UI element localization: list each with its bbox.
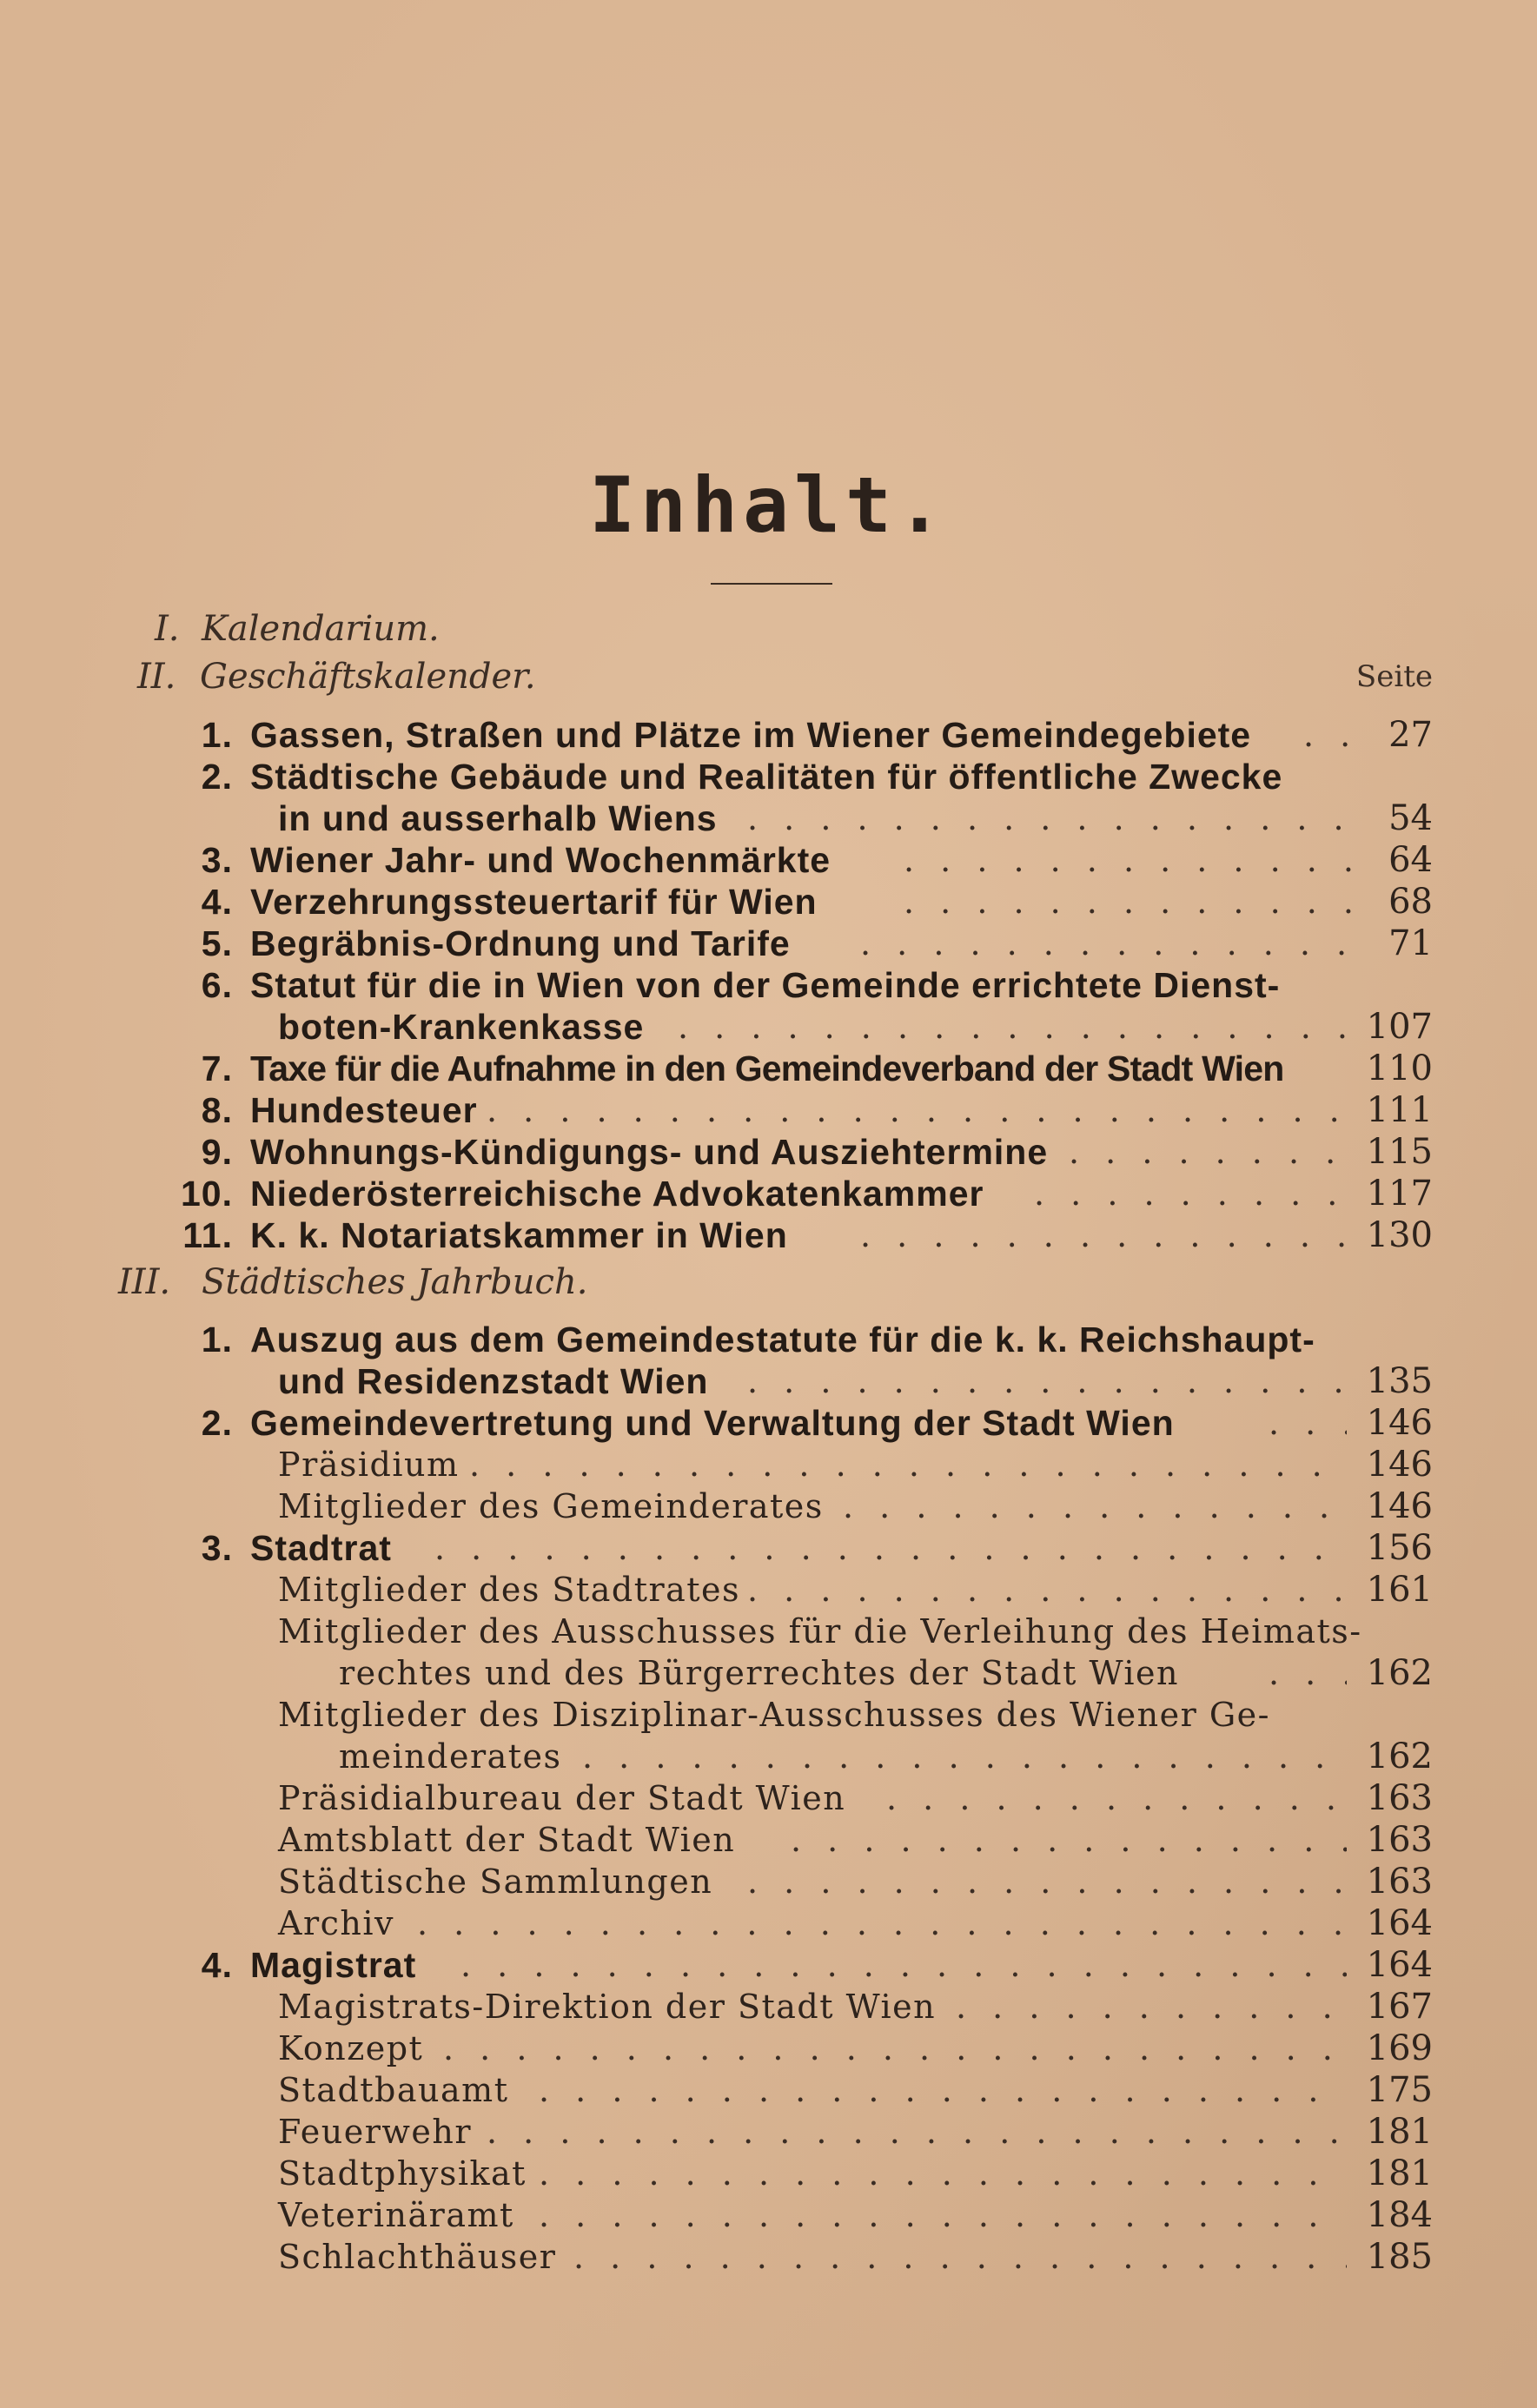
- leader-dots: [434, 1527, 1347, 1569]
- entry-page: 107: [1366, 1007, 1433, 1047]
- toc-subentry: [0, 2194, 1537, 2236]
- entry-title: Mitglieder des Ausschusses für die Verleihung des Heimats-: [278, 1612, 1362, 1651]
- entry-title: Niederösterreichische Advokatenkammer: [250, 1174, 984, 1214]
- entry-page: 135: [1366, 1361, 1433, 1401]
- leader-dots: [487, 1089, 1347, 1131]
- entry-page: 184: [1366, 2195, 1433, 2235]
- entry-page: 161: [1366, 1570, 1433, 1610]
- entry-title: Präsidium: [278, 1445, 460, 1484]
- leader-dots: [417, 1902, 1347, 1944]
- leader-dots: [886, 1777, 1347, 1819]
- entry-title: Hundesteuer: [250, 1090, 478, 1130]
- section-numeral: I.: [155, 609, 180, 649]
- toc-subentry: [0, 1569, 1537, 1611]
- toc-subentry: [0, 2236, 1537, 2278]
- leader-dots: [1069, 1131, 1347, 1173]
- entry-title: Wiener Jahr- und Wochenmärkte: [250, 840, 831, 880]
- entry-title: Mitglieder des Disziplinar-Ausschusses des Wiener Ge-: [278, 1696, 1270, 1734]
- section-title: Städtisches Jahrbuch.: [202, 1262, 588, 1302]
- entry-number: 4.: [201, 1945, 233, 1985]
- leader-dots: [469, 1444, 1347, 1485]
- toc-entry: [0, 881, 1537, 923]
- section-numeral: III.: [118, 1262, 171, 1302]
- entry-title: in und ausserhalb Wiens: [278, 798, 718, 838]
- entry-title: Schlachthäuser: [278, 2238, 557, 2276]
- leader-dots: [539, 2194, 1347, 2236]
- leader-dots: [860, 923, 1355, 964]
- toc-subentry: [0, 1444, 1537, 1485]
- entry-title: Magistrat: [250, 1945, 417, 1985]
- toc-subentry: [0, 1902, 1537, 1944]
- page-column-label: Seite: [1355, 659, 1433, 694]
- entry-title: Gemeindevertretung und Verwaltung der Stadt Wien: [250, 1403, 1175, 1443]
- entry-number: 11.: [182, 1215, 233, 1255]
- entry-page: 185: [1366, 2237, 1433, 2277]
- leader-dots: [678, 1006, 1347, 1048]
- toc-subentry: [0, 1777, 1537, 1819]
- entry-page: 54: [1388, 798, 1433, 838]
- entry-page: 162: [1366, 1653, 1433, 1693]
- entry-page: 117: [1366, 1174, 1433, 1214]
- entry-title: meinderates: [339, 1737, 562, 1776]
- entry-title: Taxe für die Aufnahme in den Gemeindeverband der Stadt Wien: [250, 1049, 1284, 1088]
- entry-title: Konzept: [278, 2029, 424, 2067]
- toc-entry: [0, 714, 1537, 756]
- entry-title: Mitglieder des Gemeinderates: [278, 1487, 824, 1525]
- entry-title: K. k. Notariatskammer in Wien: [250, 1215, 788, 1255]
- toc-entry: [0, 1402, 1537, 1444]
- toc-entry: [0, 964, 1537, 1006]
- entry-page: 163: [1366, 1778, 1433, 1818]
- leader-dots: [443, 2028, 1347, 2069]
- entry-page: 163: [1366, 1820, 1433, 1860]
- entry-page: 162: [1366, 1737, 1433, 1776]
- toc-entry-continuation: [0, 1360, 1537, 1402]
- toc-entry: [0, 923, 1537, 964]
- toc-subentry: [0, 2069, 1537, 2111]
- entry-title: Stadtphysikat: [278, 2154, 527, 2193]
- entry-page: 71: [1388, 923, 1433, 963]
- entry-number: 9.: [201, 1132, 233, 1172]
- toc-entry: [0, 1944, 1537, 1986]
- leader-dots: [1034, 1173, 1347, 1214]
- entry-number: 4.: [201, 882, 233, 922]
- entry-title: rechtes und des Bürgerrechtes der Stadt Wien: [339, 1654, 1179, 1692]
- toc-entry-continuation: [0, 797, 1537, 839]
- entry-number: 3.: [201, 1528, 233, 1568]
- leader-dots: [747, 1360, 1347, 1402]
- entry-page: 169: [1366, 2028, 1433, 2068]
- leader-dots: [904, 881, 1355, 923]
- section-title: Kalendarium.: [202, 609, 440, 649]
- section-heading: [0, 1261, 1537, 1303]
- entry-page: 164: [1366, 1903, 1433, 1943]
- entry-title: Verzehrungssteuertarif für Wien: [250, 882, 818, 922]
- toc-entry: [0, 1527, 1537, 1569]
- leader-dots: [460, 1944, 1347, 1986]
- leader-dots: [1269, 1652, 1347, 1694]
- entry-title: Wohnungs-Kündigungs- und Ausziehtermine: [250, 1132, 1049, 1172]
- entry-page: 64: [1388, 840, 1433, 880]
- entry-page: 68: [1388, 882, 1433, 922]
- entry-title: Archiv: [278, 1904, 394, 1942]
- toc-subentry: [0, 1861, 1537, 1902]
- entry-page: 27: [1388, 715, 1433, 755]
- entry-page: 164: [1366, 1945, 1433, 1985]
- entry-number: 1.: [201, 1320, 233, 1359]
- entry-title: Stadtbauamt: [278, 2071, 509, 2109]
- toc-subentry: [0, 1694, 1537, 1736]
- entry-number: 7.: [201, 1049, 233, 1088]
- toc-subentry-continuation: [0, 1736, 1537, 1777]
- entry-title: Statut für die in Wien von der Gemeinde errichtete Dienst-: [250, 965, 1281, 1005]
- leader-dots: [539, 2153, 1347, 2194]
- entry-page: 111: [1366, 1090, 1433, 1130]
- toc-subentry: [0, 2028, 1537, 2069]
- entry-number: 2.: [201, 1403, 233, 1443]
- entry-title: Auszug aus dem Gemeindestatute für die k. k. Reichshaupt-: [250, 1320, 1315, 1359]
- toc-entry: [0, 1131, 1537, 1173]
- toc-subentry: [0, 1819, 1537, 1861]
- leader-dots: [539, 2069, 1347, 2111]
- leader-dots: [1303, 714, 1364, 756]
- toc-entry: [0, 1173, 1537, 1214]
- entry-number: 1.: [201, 715, 233, 755]
- entry-title: Stadtrat: [250, 1528, 392, 1568]
- entry-title: und Residenzstadt Wien: [278, 1361, 709, 1401]
- leader-dots: [1269, 1402, 1347, 1444]
- leader-dots: [747, 1569, 1347, 1611]
- leader-dots: [747, 797, 1355, 839]
- entry-title: Städtische Gebäude und Realitäten für öffentliche Zwecke: [250, 757, 1283, 797]
- entry-title: Feuerwehr: [278, 2113, 473, 2151]
- toc-subentry: [0, 1611, 1537, 1652]
- entry-title: Begräbnis-Ordnung und Tarife: [250, 923, 791, 963]
- entry-page: 181: [1366, 2112, 1433, 2152]
- entry-page: 130: [1366, 1215, 1433, 1255]
- entry-page: 146: [1366, 1445, 1433, 1485]
- entry-title: Magistrats-Direktion der Stadt Wien: [278, 1988, 937, 2026]
- entry-page: 146: [1366, 1403, 1433, 1443]
- entry-title: Veterinäramt: [278, 2196, 514, 2234]
- leader-dots: [487, 2111, 1347, 2153]
- toc-entry: [0, 839, 1537, 881]
- leader-dots: [791, 1819, 1347, 1861]
- leader-dots: [573, 2236, 1347, 2278]
- leader-dots: [843, 1485, 1347, 1527]
- toc-subentry: [0, 1986, 1537, 2028]
- entry-title: Gassen, Straßen und Plätze im Wiener Gemeindegebiete: [250, 715, 1252, 755]
- page-title: Inhalt.: [589, 460, 948, 550]
- leader-dots: [904, 839, 1355, 881]
- title-divider: [711, 583, 832, 585]
- toc-subentry: [0, 2111, 1537, 2153]
- entry-page: 163: [1366, 1862, 1433, 1902]
- leader-dots: [582, 1736, 1347, 1777]
- toc-subentry: [0, 1485, 1537, 1527]
- toc-entry: [0, 1214, 1537, 1256]
- section-numeral: II.: [137, 657, 176, 697]
- entry-page: 156: [1366, 1528, 1433, 1568]
- leader-dots: [860, 1214, 1347, 1256]
- entry-title: Städtische Sammlungen: [278, 1862, 713, 1901]
- entry-number: 2.: [201, 757, 233, 797]
- entry-page: 175: [1366, 2070, 1433, 2110]
- entry-title: boten-Krankenkasse: [278, 1007, 645, 1047]
- entry-number: 10.: [181, 1174, 233, 1214]
- toc-subentry: [0, 2153, 1537, 2194]
- toc-entry: [0, 1319, 1537, 1360]
- entry-page: 110: [1366, 1049, 1433, 1088]
- section-heading: [0, 656, 1537, 698]
- section-title: Geschäftskalender.: [200, 657, 536, 697]
- entry-page: 146: [1366, 1486, 1433, 1526]
- entry-title: Präsidialbureau der Stadt Wien: [278, 1779, 846, 1817]
- entry-number: 6.: [201, 965, 233, 1005]
- toc-subentry-continuation: [0, 1652, 1537, 1694]
- entry-number: 5.: [201, 923, 233, 963]
- toc-entry: [0, 756, 1537, 797]
- toc-entry-continuation: [0, 1006, 1537, 1048]
- entry-page: 181: [1366, 2153, 1433, 2193]
- entry-number: 3.: [201, 840, 233, 880]
- entry-number: 8.: [201, 1090, 233, 1130]
- leader-dots: [747, 1861, 1347, 1902]
- entry-title: Amtsblatt der Stadt Wien: [278, 1821, 736, 1859]
- entry-page: 167: [1366, 1987, 1433, 2027]
- entry-page: 115: [1366, 1132, 1433, 1172]
- toc-entry: [0, 1048, 1537, 1089]
- section-heading: [0, 608, 1537, 650]
- leader-dots: [956, 1986, 1347, 2028]
- toc-entry: [0, 1089, 1537, 1131]
- entry-title: Mitglieder des Stadtrates: [278, 1571, 741, 1609]
